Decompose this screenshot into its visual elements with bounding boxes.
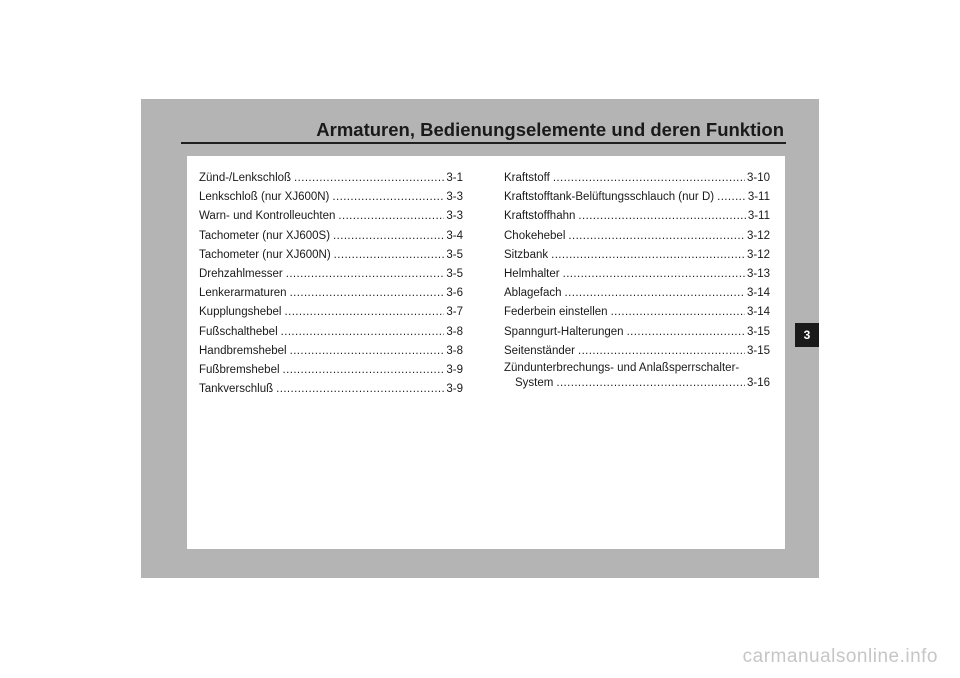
toc-label: Spanngurt-Halterungen xyxy=(504,325,624,338)
toc-label: Lenkerarmaturen xyxy=(199,287,287,300)
toc-page-number: 3-8 xyxy=(446,344,463,357)
toc-page-number: 3-4 xyxy=(446,229,463,242)
toc-label: Zünd-/Lenkschloß xyxy=(199,172,292,184)
title-rule xyxy=(181,142,786,144)
toc-entry[interactable] xyxy=(504,207,770,226)
toc-leader-dots xyxy=(551,246,745,265)
toc-page-number: 3-3 xyxy=(446,191,463,204)
toc-label: Sitzbank xyxy=(504,248,549,261)
toc-page-number: 3-13 xyxy=(746,267,770,280)
toc-page-number: 3-14 xyxy=(746,306,770,319)
toc-entry[interactable] xyxy=(504,284,770,303)
toc-label: Warn- und Kontrolleuchten xyxy=(199,210,336,223)
toc-label: Ablagefach xyxy=(504,287,562,300)
toc-page-number: 3-14 xyxy=(746,287,770,300)
toc-label: Tankverschluß xyxy=(199,383,274,396)
toc-entry[interactable] xyxy=(199,207,463,226)
toc-page-number: 3-8 xyxy=(446,325,463,338)
toc-entry[interactable] xyxy=(199,284,463,303)
toc-page-number: 3-12 xyxy=(746,248,770,261)
toc-page-number: 3-5 xyxy=(446,267,463,280)
toc-page-number: 3-15 xyxy=(746,344,770,357)
toc-page-number: 3-6 xyxy=(446,287,463,300)
toc-leader-dots xyxy=(283,361,445,380)
toc-label-line1: Zündunterbrechungs- und Anlaßsperrschalter- xyxy=(504,361,740,374)
toc-leader-dots xyxy=(276,380,444,399)
toc-page-number: 3-3 xyxy=(446,210,463,223)
toc-leader-dots xyxy=(294,169,444,188)
toc-entry[interactable] xyxy=(199,169,463,188)
toc-leader-dots xyxy=(333,227,444,246)
toc-leader-dots xyxy=(281,323,445,342)
toc-leader-dots xyxy=(334,246,445,265)
toc-page-number: 3-10 xyxy=(746,172,770,184)
toc-entry[interactable] xyxy=(199,361,463,380)
toc-entry-multiline[interactable] xyxy=(504,361,770,391)
toc-page-number: 3-15 xyxy=(746,325,770,338)
toc-leader-dots xyxy=(286,265,445,284)
toc-label: System xyxy=(515,376,554,389)
toc-leader-dots xyxy=(568,227,745,246)
toc-leader-dots xyxy=(553,169,745,188)
toc-page-number: 3-7 xyxy=(446,306,463,319)
toc-page-number: 3-11 xyxy=(747,210,770,223)
toc-entry[interactable] xyxy=(504,265,770,284)
toc-label: Kraftstoffhahn xyxy=(504,210,576,223)
toc-entry[interactable] xyxy=(199,342,463,361)
toc-panel xyxy=(187,156,785,549)
toc-label: Tachometer (nur XJ600S) xyxy=(199,229,331,242)
toc-page-number: 3-9 xyxy=(446,383,463,396)
toc-page-number: 3-5 xyxy=(446,248,463,261)
toc-page-number: 3-12 xyxy=(746,229,770,242)
toc-column-right xyxy=(504,169,770,391)
toc-leader-dots xyxy=(285,303,445,322)
toc-entry[interactable] xyxy=(504,188,770,207)
toc-entry[interactable] xyxy=(504,303,770,322)
toc-leader-dots xyxy=(556,376,745,391)
toc-label: Lenkschloß (nur XJ600N) xyxy=(199,191,330,204)
toc-leader-dots xyxy=(611,303,745,322)
toc-page-number: 3-11 xyxy=(747,191,770,204)
toc-leader-dots xyxy=(332,188,444,207)
toc-label: Kupplungshebel xyxy=(199,306,282,319)
toc-entry[interactable] xyxy=(504,342,770,361)
toc-leader-dots xyxy=(290,284,445,303)
toc-page-number: 3-1 xyxy=(446,172,463,184)
toc-entry[interactable] xyxy=(199,188,463,207)
toc-entry[interactable] xyxy=(504,227,770,246)
toc-entry[interactable] xyxy=(199,227,463,246)
toc-entry[interactable] xyxy=(199,246,463,265)
toc-label: Chokehebel xyxy=(504,229,566,242)
toc-label: Fußschalthebel xyxy=(199,325,278,338)
toc-page-number: 3-16 xyxy=(746,376,770,389)
chapter-tab[interactable]: 3 xyxy=(795,323,819,347)
toc-label: Handbremshebel xyxy=(199,344,287,357)
toc-label: Kraftstofftank-Belüftungsschlauch (nur D) xyxy=(504,191,715,204)
page-frame xyxy=(141,99,819,578)
toc-leader-dots xyxy=(338,207,444,226)
toc-entry[interactable] xyxy=(504,323,770,342)
toc-page-number: 3-9 xyxy=(446,363,463,376)
toc-entry[interactable] xyxy=(199,303,463,322)
watermark: carmanualsonline.info xyxy=(742,646,938,667)
toc-label: Tachometer (nur XJ600N) xyxy=(199,248,331,261)
toc-leader-dots xyxy=(578,342,745,361)
toc-leader-dots xyxy=(578,207,745,226)
toc-leader-dots xyxy=(563,265,745,284)
toc-column-left xyxy=(199,169,463,399)
toc-label: Drehzahlmesser xyxy=(199,267,283,280)
toc-leader-dots xyxy=(627,323,745,342)
toc-label: Federbein einstellen xyxy=(504,306,608,319)
page-title: Armaturen, Bedienungselemente und deren Funktion xyxy=(316,119,784,140)
toc-leader-dots xyxy=(565,284,745,303)
toc-entry[interactable] xyxy=(199,265,463,284)
toc-label: Fußbremshebel xyxy=(199,363,280,376)
toc-label-line2-row xyxy=(504,376,770,391)
toc-label: Kraftstoff xyxy=(504,172,550,184)
toc-entry[interactable] xyxy=(504,169,770,188)
toc-label: Seitenständer xyxy=(504,344,575,357)
toc-entry[interactable] xyxy=(199,323,463,342)
toc-leader-dots xyxy=(717,188,746,207)
toc-label: Helmhalter xyxy=(504,267,560,280)
toc-entry[interactable] xyxy=(199,380,463,399)
toc-entry[interactable] xyxy=(504,246,770,265)
toc-leader-dots xyxy=(290,342,445,361)
